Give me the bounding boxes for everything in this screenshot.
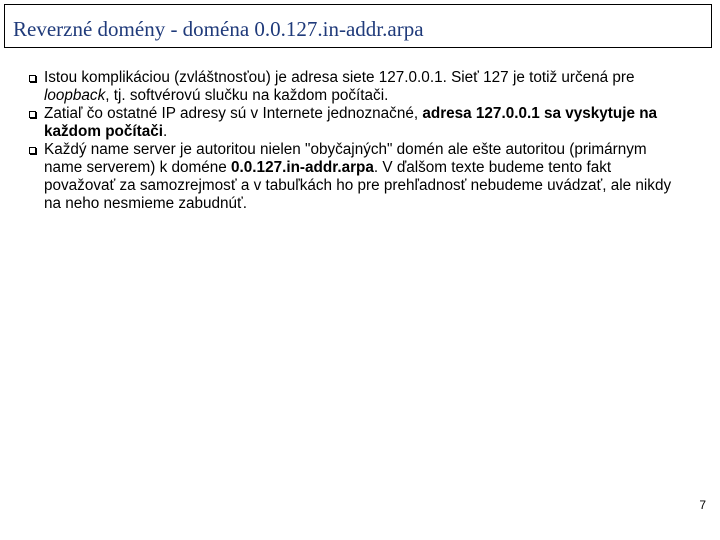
bullet-list xyxy=(29,69,679,213)
square-bullet-icon xyxy=(29,111,36,118)
bullet-item-3 xyxy=(29,141,679,213)
square-bullet-icon xyxy=(29,147,36,154)
slide-title: Reverzné domény - doména 0.0.127.in-addr.arpa xyxy=(13,17,424,41)
bullet-2-strong-text: adresa 127.0.0.1 sa vyskytuje na každom počítači xyxy=(44,105,658,140)
bullet-item-2 xyxy=(29,105,679,141)
page-number: 7 xyxy=(699,498,706,512)
bullet-3-text-part-2: . V ďalšom texte budeme tento fakt považovať za samozrejmosť a v tabuľkách ho pre prehľadnosť nebudeme uvádzať, ale nikdy na neho nesmieme zabudnúť. xyxy=(44,159,672,212)
bullet-2-text-part-1: Zatiaľ čo ostatné IP adresy sú v Internete jednoznačné, xyxy=(44,105,423,122)
square-bullet-icon xyxy=(29,75,36,82)
bullet-item-1 xyxy=(29,69,679,105)
bullet-1-text-part-1: Istou komplikáciou (zvláštnosťou) je adresa siete 127.0.0.1. Sieť 127 je totiž určená pre xyxy=(44,69,635,86)
bullet-2-text-part-2: . xyxy=(163,123,168,140)
title-box xyxy=(4,4,712,48)
bullet-3-text-part-1: Každý name server je autoritou nielen "obyčajných" domén ale ešte autoritou (primárnym name serverem) k doméne xyxy=(44,141,647,176)
bullet-1-text-part-2: , tj. softvérovú slučku na každom počítači. xyxy=(105,87,389,104)
bullet-1-emphasis: loopback xyxy=(44,87,106,104)
bullet-3-strong-text: 0.0.127.in-addr.arpa xyxy=(231,159,374,176)
